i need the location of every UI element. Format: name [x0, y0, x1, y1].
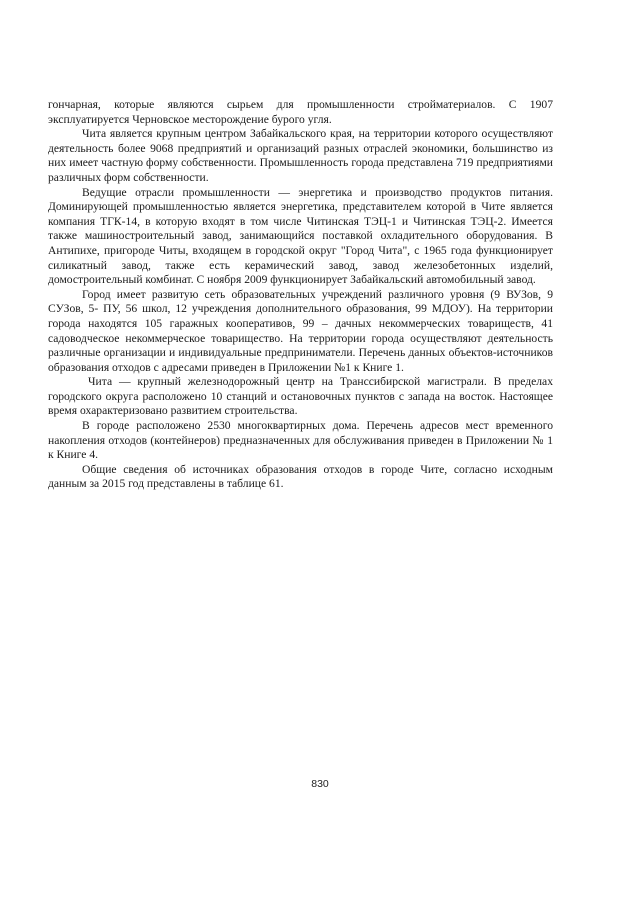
paragraph-chita-center: Чита является крупным центром Забайкальского края, на территории которого осуществляют деятельность более 9068 предприятий и организаций разных отраслей экономики, большинство из них имеет частную форму собственности. Промышленность города представлена 719 предприятиями различных форм собственности. — [48, 127, 553, 184]
paragraph-railway: Чита — крупный железнодорожный центр на Транссибирской магистрали. В пределах городского округа расположено 10 станций и остановочных пунктов с запада на восток. Настоящее время охарактеризовано развитием строительства. — [48, 375, 553, 418]
paragraph-industry: Ведущие отрасли промышленности — энергетика и производство продуктов питания. Доминирующей промышленностью является энергетика, представителем которой в Чите является компания ТГК-14, в которую входят в том числе Читинская ТЭЦ-1 и Читинская ТЭЦ-2. Имеется также машиностроительный завод, занимающийся поставкой охладительного оборудования. В Антипихе, пригороде Читы, входящем в городской округ "Город Чита", с 1965 года функционирует силикатный завод, также есть керамический завод, завод железобетонных изделий, домостроительный комбинат. С ноября 2009 функционирует Забайкальский автомобильный завод. — [48, 185, 553, 287]
paragraph-clay-deposits: гончарная, которые являются сырьем для промышленности стройматериалов. С 1907 эксплуатируется Черновское месторождение бурого угля. — [48, 98, 553, 126]
paragraph-housing: В городе расположено 2530 многоквартирных дома. Перечень адресов мест временного накопления отходов (контейнеров) предназначенных для обслуживания приведен в Приложении № 1 к Книге 4. — [48, 419, 553, 462]
document-body — [48, 98, 553, 492]
paragraph-waste-sources: Общие сведения об источниках образования отходов в городе Чите, согласно исходным данным за 2015 год представлены в таблице 61. — [48, 462, 553, 491]
page-number: 830 — [311, 778, 329, 790]
paragraph-education: Город имеет развитую сеть образовательных учреждений различного уровня (9 ВУЗов, 9 СУЗов, 5- ПУ, 56 школ, 12 учреждения дополнительного образования, 99 МДОУ). На территории города находятся 105 гаражных кооперативов, 99 – дачных некоммерческих товариществ, 41 садоводческое некоммерческое товарищество. На территории города осуществляют деятельность различные организации и индивидуальные предприниматели. Перечень данных объектов-источников образования отходов с адресами приведен в Приложении №1 к Книге 1. — [48, 287, 553, 374]
